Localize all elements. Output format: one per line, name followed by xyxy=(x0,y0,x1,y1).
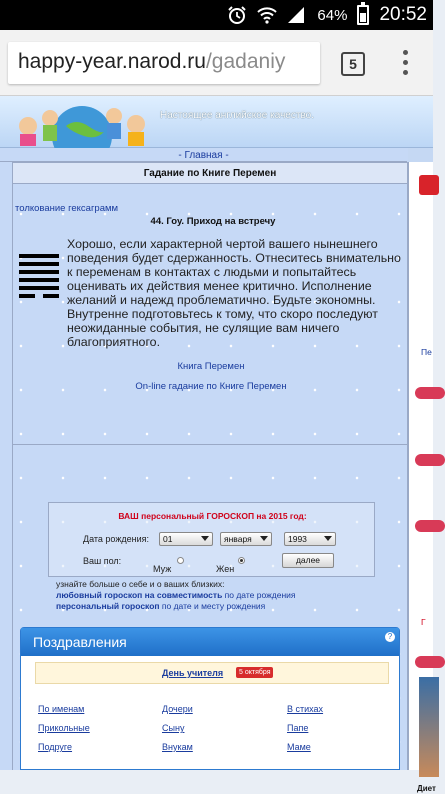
hexagram-description: Хорошо, если характерной чертой вашего нынешнего поведения будет сдержанность. Отнеситесь внимательно к переменам в контактах с людьми и попытайтесь оценивать их действия менее критично. Исполнение желаний и надежд проблематично. Будьте экономны. Внутренне подготовьтесь к тому, что скоро последуют неожиданные события, не сулящие вам ничего благоприятного. xyxy=(67,237,401,349)
sidebar-button[interactable] xyxy=(415,520,445,532)
holiday-banner xyxy=(35,662,389,684)
gender-label: Ваш пол: xyxy=(83,556,122,566)
greetings-header xyxy=(21,628,399,656)
signal-icon xyxy=(287,5,307,25)
banner-slogan: Настоящее английское качество. xyxy=(160,110,314,121)
holiday-link[interactable]: День учителя xyxy=(162,668,224,678)
greeting-link[interactable]: По именам xyxy=(38,704,85,714)
greeting-link[interactable]: Дочери xyxy=(162,704,193,714)
status-bar xyxy=(0,0,433,30)
sidebar-button[interactable] xyxy=(415,387,445,399)
sidebar-button[interactable] xyxy=(415,454,445,466)
female-radio[interactable] xyxy=(238,557,245,564)
sidebar-text[interactable]: Пе xyxy=(421,347,432,357)
breadcrumb xyxy=(0,148,407,162)
breadcrumb-separator: - xyxy=(178,150,182,161)
web-page xyxy=(0,96,436,793)
greeting-link[interactable]: Сыну xyxy=(162,723,185,733)
hexagram-interpretation-link[interactable]: толкование гексаграмм xyxy=(15,203,119,214)
online-divination-link[interactable]: On-line гадание по Книге Перемен xyxy=(135,381,287,392)
greetings-title: Поздравления xyxy=(33,634,127,650)
sidebar-thumbnail[interactable] xyxy=(419,677,439,777)
url-domain: happy-year.narod.ru xyxy=(18,50,206,73)
greeting-link[interactable]: Маме xyxy=(287,742,311,752)
month-select[interactable]: января xyxy=(220,532,272,546)
hexagram-title: 44. Гоу. Приход на встречу xyxy=(150,216,276,227)
sidebar-button[interactable] xyxy=(415,656,445,668)
submit-button[interactable]: далее xyxy=(282,553,334,568)
holiday-date-badge: 5 октября xyxy=(236,667,273,678)
greeting-link[interactable]: Прикольные xyxy=(38,723,90,733)
greeting-link[interactable]: В стихах xyxy=(287,704,324,714)
battery-percent: 64% xyxy=(317,6,348,24)
greeting-link[interactable]: Подруге xyxy=(38,742,73,752)
overflow-menu-icon[interactable] xyxy=(398,50,412,78)
breadcrumb-separator: - xyxy=(225,150,229,161)
home-link[interactable]: Главная xyxy=(184,150,223,161)
male-label: Муж xyxy=(153,564,172,574)
url-path: /gadaniy xyxy=(205,50,286,73)
sidebar-caption[interactable]: Диет xyxy=(417,784,436,793)
site-banner xyxy=(0,96,433,148)
hexagram-icon xyxy=(19,254,59,302)
horoscope-form xyxy=(48,502,375,577)
content-area xyxy=(12,184,408,444)
right-sidebar xyxy=(408,162,436,793)
compat-horoscope-link[interactable]: любовный гороскоп на совместимость по дате рождения xyxy=(56,590,296,600)
year-select[interactable]: 1993 xyxy=(284,532,336,546)
browser-toolbar xyxy=(0,30,433,96)
sidebar-text[interactable]: Г xyxy=(421,617,426,627)
clock: 20:52 xyxy=(379,4,427,25)
url-bar[interactable] xyxy=(8,42,320,84)
book-of-changes-link[interactable]: Книга Перемен xyxy=(177,361,245,372)
banner-image xyxy=(8,96,156,146)
more-intro: узнайте больше о себе и о ваших близких: xyxy=(56,579,225,589)
battery-icon xyxy=(357,5,369,25)
female-label: Жен xyxy=(216,564,235,574)
section-title: Гадание по Книге Перемен xyxy=(12,162,408,184)
wifi-icon xyxy=(257,5,277,25)
dob-label: Дата рождения: xyxy=(83,534,149,544)
alarm-icon xyxy=(227,5,247,25)
personal-horoscope-link[interactable]: персональный гороскоп по дате и месту рождения xyxy=(56,601,266,611)
ad-badge[interactable] xyxy=(419,175,439,195)
help-icon[interactable]: ? xyxy=(385,632,395,642)
horoscope-title: ВАШ персональный ГОРОСКОП на 2015 год: xyxy=(118,511,307,521)
greeting-link[interactable]: Внукам xyxy=(162,742,193,752)
tabs-button[interactable]: 5 xyxy=(341,52,365,76)
day-select[interactable]: 01 xyxy=(159,532,213,546)
greetings-widget xyxy=(20,627,400,770)
greeting-link[interactable]: Папе xyxy=(287,723,309,733)
male-radio[interactable] xyxy=(177,557,184,564)
